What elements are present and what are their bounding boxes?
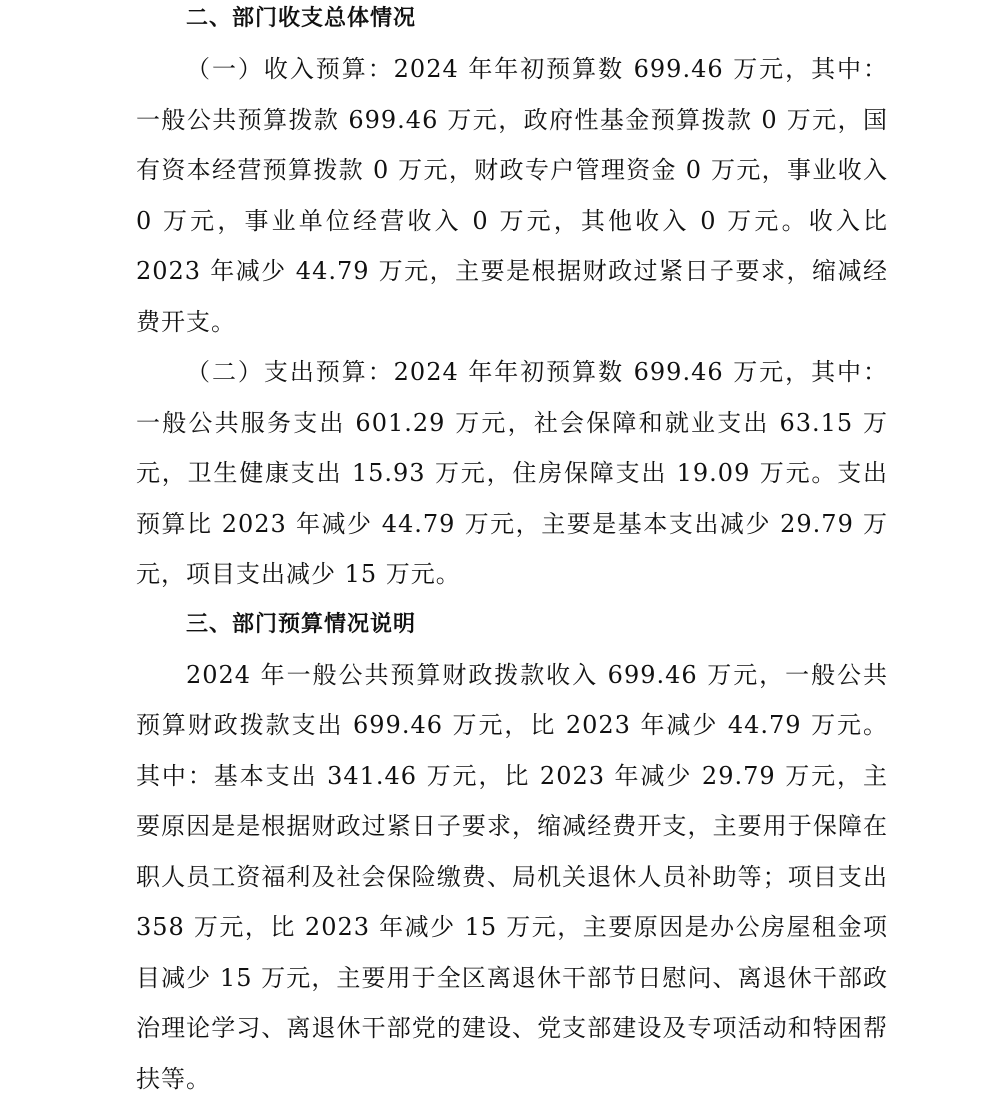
- document-page: [136, 0, 888, 1104]
- paragraph-expenditure-budget: （二）支出预算：2024 年年初预算数 699.46 万元，其中：一般公共服务支出 601.29 万元，社会保障和就业支出 63.15 万元，卫生健康支出 15.93 万元，住房保障支出 19.09 万元。支出预算比 2023 年减少 44.79 万元，主要是基本支出减少 29.79 万元，项目支出减少 15 万元。: [136, 347, 888, 600]
- paragraph-fiscal-appropriation: 2024 年一般公共预算财政拨款收入 699.46 万元，一般公共预算财政拨款支出 699.46 万元，比 2023 年减少 44.79 万元。其中：基本支出 341.46 万元，比 2023 年减少 29.79 万元，主要原因是是根据财政过紧日子要求，缩减经费开支，主要用于保障在职人员工资福利及社会保险缴费、局机关退休人员补助等；项目支出 358 万元，比 2023 年减少 15 万元，主要原因是办公房屋租金项目减少 15 万元，主要用于全区离退休干部节日慰问、离退休干部政治理论学习、离退休干部党的建设、党支部建设及专项活动和特困帮扶等。: [136, 650, 888, 1104]
- section-heading-budget-overview: 二、部门收支总体情况: [136, 0, 888, 38]
- section-heading-budget-explanation: 三、部门预算情况说明: [136, 606, 888, 644]
- paragraph-income-budget: （一）收入预算：2024 年年初预算数 699.46 万元，其中：一般公共预算拨款 699.46 万元，政府性基金预算拨款 0 万元，国有资本经营预算拨款 0 万元，财政专户管理资金 0 万元，事业收入 0 万元，事业单位经营收入 0 万元，其他收入 0 万元。收入比 2023 年减少 44.79 万元，主要是根据财政过紧日子要求，缩减经费开支。: [136, 44, 888, 347]
